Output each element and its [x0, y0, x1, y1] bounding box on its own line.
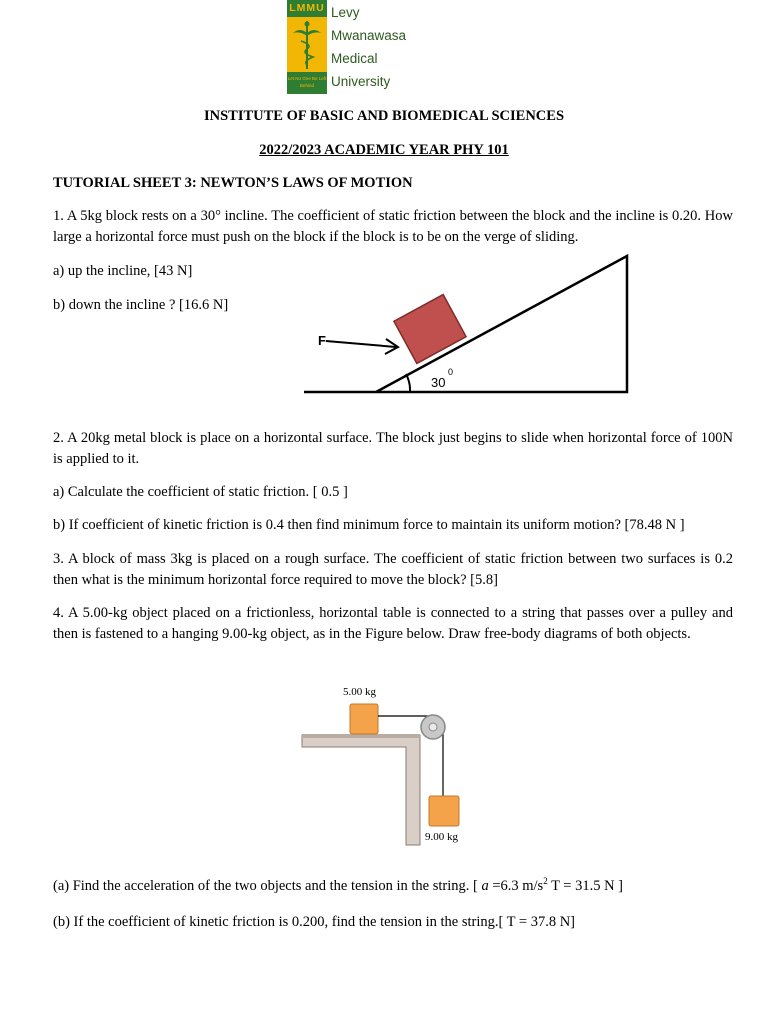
question-2-part-a: a) Calculate the coefficient of static friction. [ 0.5 ]	[53, 484, 348, 500]
block-5kg	[350, 704, 378, 734]
incline-block	[394, 295, 466, 364]
mass-top-label: 5.00 kg	[343, 686, 376, 698]
sheet-title: TUTORIAL SHEET 3: NEWTON’S LAWS OF MOTION	[53, 175, 413, 191]
logo-name-line-2: Mwanawasa	[331, 28, 407, 43]
logo-abbrev: LMMU	[287, 0, 327, 17]
incline-triangle	[304, 256, 627, 392]
logo-name-line-3: Medical	[331, 51, 378, 66]
question-4-text: 4. A 5.00-kg object placed on a frictionless, horizontal table is connected to a string that passes over a pulley and then is fastened to a hanging 9.00-kg object, as in the Figure below. Draw free-body diagrams of both objects.	[53, 605, 733, 642]
angle-arc	[406, 374, 410, 392]
year-course-wrap	[0, 140, 768, 161]
institute-heading: INSTITUTE OF BASIC AND BIOMEDICAL SCIENCES	[203, 108, 565, 124]
question-3-text: 3. A block of mass 3kg is placed on a rough surface. The coefficient of static friction between two surfaces is 0.2 then what is the minimum horizontal force required to move the block? [5.8]	[53, 551, 733, 588]
pulley-hub	[429, 723, 437, 731]
table-surface	[302, 735, 420, 845]
incline-figure	[300, 250, 635, 400]
q4a-sup: 2	[543, 876, 548, 886]
logo-name-line-4: University	[331, 74, 391, 89]
force-arrow	[326, 341, 396, 347]
logo-emblem	[287, 0, 327, 94]
question-1-part-a: a) up the incline, [43 N]	[53, 263, 193, 279]
logo-name-line-1: Levy	[331, 5, 360, 20]
force-label: F	[318, 333, 326, 348]
q4a-var: a	[481, 877, 489, 894]
q4a-prefix: (a) Find the acceleration of the two objects and the tension in the string. [	[53, 877, 482, 894]
pulley-figure	[298, 680, 478, 850]
question-2-part-b: b) If coefficient of kinetic friction is 0.4 then find minimum force to maintain its uniform motion? [78.48 N ]	[53, 517, 685, 533]
logo-motto: Let No One Be Left Behind	[287, 72, 327, 94]
q4a-value: =6.3 m/s	[488, 877, 544, 894]
q4a-suffix: T = 31.5 N ]	[547, 877, 624, 894]
question-2-text: 2. A 20kg metal block is place on a horizontal surface. The block just begins to slide when horizontal force of 100N is applied to it.	[53, 430, 733, 467]
year-course-heading: 2022/2023 ACADEMIC YEAR PHY 101	[259, 142, 509, 158]
degree-mark: 0	[448, 367, 454, 377]
question-4-part-b: (b) If the coefficient of kinetic friction is 0.200, find the tension in the string.[ T = 37.8 N]	[53, 914, 576, 930]
mass-hanging-label: 9.00 kg	[425, 831, 458, 843]
table-top	[302, 734, 420, 738]
caduceus-icon	[291, 19, 323, 71]
question-4-part-a	[53, 871, 623, 896]
question-1-part-b: b) down the incline ? [16.6 N]	[53, 297, 229, 313]
angle-label: 30	[431, 375, 446, 390]
block-9kg	[429, 796, 459, 826]
question-1-text: 1. A 5kg block rests on a 30° incline. The coefficient of static friction between the block and the incline is 0.20. How large a horizontal force must push on the block if the block is to be on the verge of sliding.	[53, 208, 733, 245]
